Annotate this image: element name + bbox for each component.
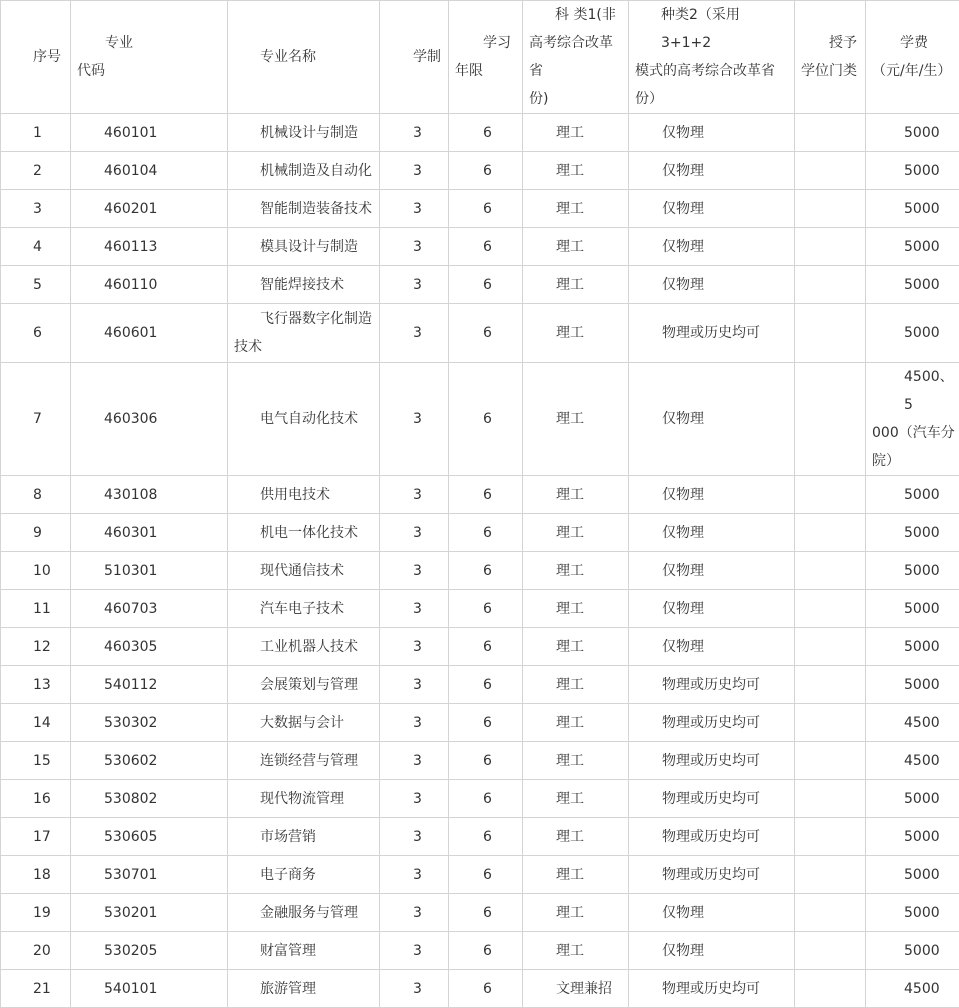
cell-degree bbox=[795, 552, 866, 590]
cell-system: 3 bbox=[380, 856, 449, 894]
cell-name: 工业机器人技术 bbox=[228, 628, 380, 666]
cell-degree bbox=[795, 590, 866, 628]
cell-seq: 17 bbox=[1, 818, 71, 856]
cell-category2: 物理或历史均可 bbox=[629, 818, 795, 856]
cell-system: 3 bbox=[380, 590, 449, 628]
cell-degree bbox=[795, 476, 866, 514]
cell-system: 3 bbox=[380, 970, 449, 1008]
cell-category2: 仅物理 bbox=[629, 266, 795, 304]
cell-degree bbox=[795, 818, 866, 856]
cell-seq: 8 bbox=[1, 476, 71, 514]
cell-system: 3 bbox=[380, 363, 449, 476]
cell-code: 530302 bbox=[71, 704, 228, 742]
cell-seq: 18 bbox=[1, 856, 71, 894]
cell-degree bbox=[795, 856, 866, 894]
cell-fee: 4500 bbox=[866, 704, 959, 742]
cell-seq: 5 bbox=[1, 266, 71, 304]
cell-fee: 5000 bbox=[866, 666, 959, 704]
header-fee bbox=[866, 1, 959, 114]
cell-years: 6 bbox=[449, 228, 523, 266]
cell-seq: 15 bbox=[1, 742, 71, 780]
cell-fee: 5000 bbox=[866, 552, 959, 590]
header-row bbox=[1, 1, 959, 114]
cell-years: 6 bbox=[449, 932, 523, 970]
header-cat2-line2: 模式的高考综合改革省 bbox=[635, 57, 790, 85]
cell-seq: 4 bbox=[1, 228, 71, 266]
cell-degree bbox=[795, 970, 866, 1008]
cell-seq: 3 bbox=[1, 190, 71, 228]
cell-fee: 5000 bbox=[866, 590, 959, 628]
cell-fee: 5000 bbox=[866, 228, 959, 266]
cell-years: 6 bbox=[449, 304, 523, 363]
cell-seq: 7 bbox=[1, 363, 71, 476]
header-name: 专业名称 bbox=[228, 1, 380, 114]
cell-fee: 5000 bbox=[866, 818, 959, 856]
cell-degree bbox=[795, 932, 866, 970]
cell-system: 3 bbox=[380, 114, 449, 152]
cell-fee: 5000 bbox=[866, 932, 959, 970]
cell-category1: 理工 bbox=[523, 704, 629, 742]
cell-degree bbox=[795, 228, 866, 266]
cell-degree bbox=[795, 780, 866, 818]
table-body bbox=[1, 114, 959, 1008]
cell-category2: 物理或历史均可 bbox=[629, 666, 795, 704]
cell-system: 3 bbox=[380, 666, 449, 704]
table-row bbox=[1, 856, 959, 894]
cell-system: 3 bbox=[380, 514, 449, 552]
cell-category2: 仅物理 bbox=[629, 894, 795, 932]
cell-system: 3 bbox=[380, 704, 449, 742]
cell-system: 3 bbox=[380, 628, 449, 666]
cell-degree bbox=[795, 190, 866, 228]
cell-category1: 理工 bbox=[523, 856, 629, 894]
cell-years: 6 bbox=[449, 666, 523, 704]
table-row bbox=[1, 514, 959, 552]
cell-category2: 物理或历史均可 bbox=[629, 742, 795, 780]
cell-category2: 仅物理 bbox=[629, 932, 795, 970]
cell-category1: 理工 bbox=[523, 304, 629, 363]
cell-category1: 文理兼招 bbox=[523, 970, 629, 1008]
cell-name: 现代通信技术 bbox=[228, 552, 380, 590]
header-degree-line2: 学位门类 bbox=[801, 57, 861, 85]
cell-system: 3 bbox=[380, 742, 449, 780]
table-row bbox=[1, 970, 959, 1008]
cell-name: 模具设计与制造 bbox=[228, 228, 380, 266]
header-code-line2: 代码 bbox=[77, 57, 223, 85]
cell-category2: 仅物理 bbox=[629, 190, 795, 228]
cell-name: 连锁经营与管理 bbox=[228, 742, 380, 780]
cell-category2: 物理或历史均可 bbox=[629, 970, 795, 1008]
cell-category1: 理工 bbox=[523, 228, 629, 266]
cell-category2: 仅物理 bbox=[629, 628, 795, 666]
cell-name: 财富管理 bbox=[228, 932, 380, 970]
cell-seq: 6 bbox=[1, 304, 71, 363]
cell-years: 6 bbox=[449, 190, 523, 228]
cell-system: 3 bbox=[380, 818, 449, 856]
cell-code: 460301 bbox=[71, 514, 228, 552]
cell-name: 机械设计与制造 bbox=[228, 114, 380, 152]
cell-category1: 理工 bbox=[523, 666, 629, 704]
cell-category2: 仅物理 bbox=[629, 228, 795, 266]
cell-category2: 仅物理 bbox=[629, 363, 795, 476]
cell-name: 机电一体化技术 bbox=[228, 514, 380, 552]
cell-category2: 仅物理 bbox=[629, 476, 795, 514]
cell-code: 460703 bbox=[71, 590, 228, 628]
table-row bbox=[1, 552, 959, 590]
cell-fee: 5000 bbox=[866, 628, 959, 666]
cell-category1: 理工 bbox=[523, 628, 629, 666]
cell-years: 6 bbox=[449, 363, 523, 476]
header-code bbox=[71, 1, 228, 114]
cell-system: 3 bbox=[380, 266, 449, 304]
cell-code: 460601 bbox=[71, 304, 228, 363]
cell-name: 电子商务 bbox=[228, 856, 380, 894]
cell-code: 530205 bbox=[71, 932, 228, 970]
table-row bbox=[1, 590, 959, 628]
cell-seq: 12 bbox=[1, 628, 71, 666]
cell-category1: 理工 bbox=[523, 894, 629, 932]
cell-category1: 理工 bbox=[523, 552, 629, 590]
table-row bbox=[1, 780, 959, 818]
cell-fee-line3: 院） bbox=[872, 447, 956, 475]
header-cat2-line1: 种类2（采用3+1+2 bbox=[635, 1, 790, 57]
cell-category2: 仅物理 bbox=[629, 152, 795, 190]
header-cat1-line1: 科 类1(非 bbox=[529, 1, 624, 29]
cell-code: 540112 bbox=[71, 666, 228, 704]
header-cat1-line2: 高考综合改革省 bbox=[529, 29, 624, 85]
cell-fee: 5000 bbox=[866, 894, 959, 932]
table-row bbox=[1, 666, 959, 704]
header-degree-line1: 授予 bbox=[801, 29, 861, 57]
cell-name: 现代物流管理 bbox=[228, 780, 380, 818]
cell-degree bbox=[795, 666, 866, 704]
cell-degree bbox=[795, 266, 866, 304]
header-fee-line2: （元/年/生） bbox=[872, 57, 956, 85]
cell-system: 3 bbox=[380, 552, 449, 590]
cell-category1: 理工 bbox=[523, 114, 629, 152]
cell-system: 3 bbox=[380, 932, 449, 970]
cell-system: 3 bbox=[380, 476, 449, 514]
header-degree bbox=[795, 1, 866, 114]
cell-category1: 理工 bbox=[523, 190, 629, 228]
table-row bbox=[1, 704, 959, 742]
cell-degree bbox=[795, 152, 866, 190]
cell-category1: 理工 bbox=[523, 590, 629, 628]
cell-code: 460201 bbox=[71, 190, 228, 228]
cell-category2: 仅物理 bbox=[629, 514, 795, 552]
cell-system: 3 bbox=[380, 152, 449, 190]
cell-fee: 5000 bbox=[866, 266, 959, 304]
table-row bbox=[1, 114, 959, 152]
cell-years: 6 bbox=[449, 152, 523, 190]
cell-code: 510301 bbox=[71, 552, 228, 590]
cell-seq: 14 bbox=[1, 704, 71, 742]
cell-years: 6 bbox=[449, 114, 523, 152]
cell-name: 大数据与会计 bbox=[228, 704, 380, 742]
header-years-line2: 年限 bbox=[455, 57, 518, 85]
cell-name: 机械制造及自动化 bbox=[228, 152, 380, 190]
table-row bbox=[1, 228, 959, 266]
cell-degree bbox=[795, 304, 866, 363]
cell-seq: 20 bbox=[1, 932, 71, 970]
cell-code: 460104 bbox=[71, 152, 228, 190]
cell-fee-line1: 4500、5 bbox=[872, 363, 956, 419]
cell-fee-line2: 000（汽车分 bbox=[872, 419, 956, 447]
cell-years: 6 bbox=[449, 552, 523, 590]
cell-category1: 理工 bbox=[523, 266, 629, 304]
cell-code: 540101 bbox=[71, 970, 228, 1008]
cell-fee: 5000 bbox=[866, 856, 959, 894]
cell-code: 460306 bbox=[71, 363, 228, 476]
cell-seq: 9 bbox=[1, 514, 71, 552]
table-row bbox=[1, 304, 959, 363]
table-row bbox=[1, 476, 959, 514]
cell-code: 460101 bbox=[71, 114, 228, 152]
cell-name: 智能焊接技术 bbox=[228, 266, 380, 304]
table-row bbox=[1, 932, 959, 970]
cell-category2: 物理或历史均可 bbox=[629, 304, 795, 363]
cell-category2: 仅物理 bbox=[629, 114, 795, 152]
cell-system: 3 bbox=[380, 228, 449, 266]
cell-seq: 10 bbox=[1, 552, 71, 590]
header-cat1-line3: 份) bbox=[529, 85, 624, 113]
table-row bbox=[1, 894, 959, 932]
cell-name: 汽车电子技术 bbox=[228, 590, 380, 628]
cell-code: 460113 bbox=[71, 228, 228, 266]
cell-degree bbox=[795, 742, 866, 780]
cell-seq: 1 bbox=[1, 114, 71, 152]
cell-years: 6 bbox=[449, 894, 523, 932]
cell-seq: 11 bbox=[1, 590, 71, 628]
cell-fee: 4500 bbox=[866, 742, 959, 780]
cell-years: 6 bbox=[449, 514, 523, 552]
cell-degree bbox=[795, 704, 866, 742]
cell-years: 6 bbox=[449, 780, 523, 818]
table-row bbox=[1, 266, 959, 304]
cell-degree bbox=[795, 514, 866, 552]
header-years-line1: 学习 bbox=[455, 29, 518, 57]
table-row bbox=[1, 152, 959, 190]
cell-system: 3 bbox=[380, 304, 449, 363]
cell-code: 430108 bbox=[71, 476, 228, 514]
cell-years: 6 bbox=[449, 742, 523, 780]
cell-fee: 5000 bbox=[866, 114, 959, 152]
cell-degree bbox=[795, 363, 866, 476]
header-years bbox=[449, 1, 523, 114]
header-category2 bbox=[629, 1, 795, 114]
cell-name: 旅游管理 bbox=[228, 970, 380, 1008]
table-row bbox=[1, 190, 959, 228]
cell-degree bbox=[795, 114, 866, 152]
cell-category2: 物理或历史均可 bbox=[629, 856, 795, 894]
cell-code: 530602 bbox=[71, 742, 228, 780]
cell-years: 6 bbox=[449, 704, 523, 742]
cell-name-line2: 技术 bbox=[234, 333, 375, 361]
cell-category1: 理工 bbox=[523, 476, 629, 514]
cell-system: 3 bbox=[380, 894, 449, 932]
cell-fee: 5000 bbox=[866, 780, 959, 818]
cell-category1: 理工 bbox=[523, 742, 629, 780]
cell-degree bbox=[795, 894, 866, 932]
cell-years: 6 bbox=[449, 590, 523, 628]
cell-seq: 21 bbox=[1, 970, 71, 1008]
cell-system: 3 bbox=[380, 190, 449, 228]
cell-category1: 理工 bbox=[523, 818, 629, 856]
cell-seq: 2 bbox=[1, 152, 71, 190]
cell-years: 6 bbox=[449, 266, 523, 304]
cell-category1: 理工 bbox=[523, 514, 629, 552]
cell-fee: 5000 bbox=[866, 190, 959, 228]
cell-category1: 理工 bbox=[523, 932, 629, 970]
header-category1 bbox=[523, 1, 629, 114]
cell-years: 6 bbox=[449, 818, 523, 856]
cell-seq: 19 bbox=[1, 894, 71, 932]
cell-years: 6 bbox=[449, 970, 523, 1008]
cell-years: 6 bbox=[449, 476, 523, 514]
header-cat2-line3: 份） bbox=[635, 85, 790, 113]
cell-system: 3 bbox=[380, 780, 449, 818]
cell-fee bbox=[866, 363, 959, 476]
cell-code: 530605 bbox=[71, 818, 228, 856]
table-row bbox=[1, 363, 959, 476]
cell-years: 6 bbox=[449, 628, 523, 666]
cell-code: 530701 bbox=[71, 856, 228, 894]
cell-fee: 5000 bbox=[866, 476, 959, 514]
cell-category2: 仅物理 bbox=[629, 590, 795, 628]
cell-name-line1: 飞行器数字化制造 bbox=[234, 305, 375, 333]
table-row bbox=[1, 628, 959, 666]
cell-code: 530802 bbox=[71, 780, 228, 818]
cell-name bbox=[228, 304, 380, 363]
cell-category1: 理工 bbox=[523, 152, 629, 190]
cell-years: 6 bbox=[449, 856, 523, 894]
cell-fee: 5000 bbox=[866, 152, 959, 190]
cell-category1: 理工 bbox=[523, 363, 629, 476]
cell-code: 460110 bbox=[71, 266, 228, 304]
header-fee-line1: 学费 bbox=[872, 29, 956, 57]
cell-degree bbox=[795, 628, 866, 666]
cell-name: 电气自动化技术 bbox=[228, 363, 380, 476]
cell-name: 供用电技术 bbox=[228, 476, 380, 514]
cell-name: 智能制造装备技术 bbox=[228, 190, 380, 228]
table-row bbox=[1, 742, 959, 780]
cell-name: 会展策划与管理 bbox=[228, 666, 380, 704]
table-row bbox=[1, 818, 959, 856]
cell-code: 460305 bbox=[71, 628, 228, 666]
header-code-line1: 专业 bbox=[77, 29, 223, 57]
cell-seq: 13 bbox=[1, 666, 71, 704]
cell-seq: 16 bbox=[1, 780, 71, 818]
header-seq: 序号 bbox=[1, 1, 71, 114]
cell-code: 530201 bbox=[71, 894, 228, 932]
cell-name: 金融服务与管理 bbox=[228, 894, 380, 932]
cell-category2: 物理或历史均可 bbox=[629, 704, 795, 742]
cell-category2: 仅物理 bbox=[629, 552, 795, 590]
cell-fee: 5000 bbox=[866, 514, 959, 552]
cell-name: 市场营销 bbox=[228, 818, 380, 856]
header-system: 学制 bbox=[380, 1, 449, 114]
cell-fee: 4500 bbox=[866, 970, 959, 1008]
cell-category2: 物理或历史均可 bbox=[629, 780, 795, 818]
cell-category1: 理工 bbox=[523, 780, 629, 818]
cell-fee: 5000 bbox=[866, 304, 959, 363]
